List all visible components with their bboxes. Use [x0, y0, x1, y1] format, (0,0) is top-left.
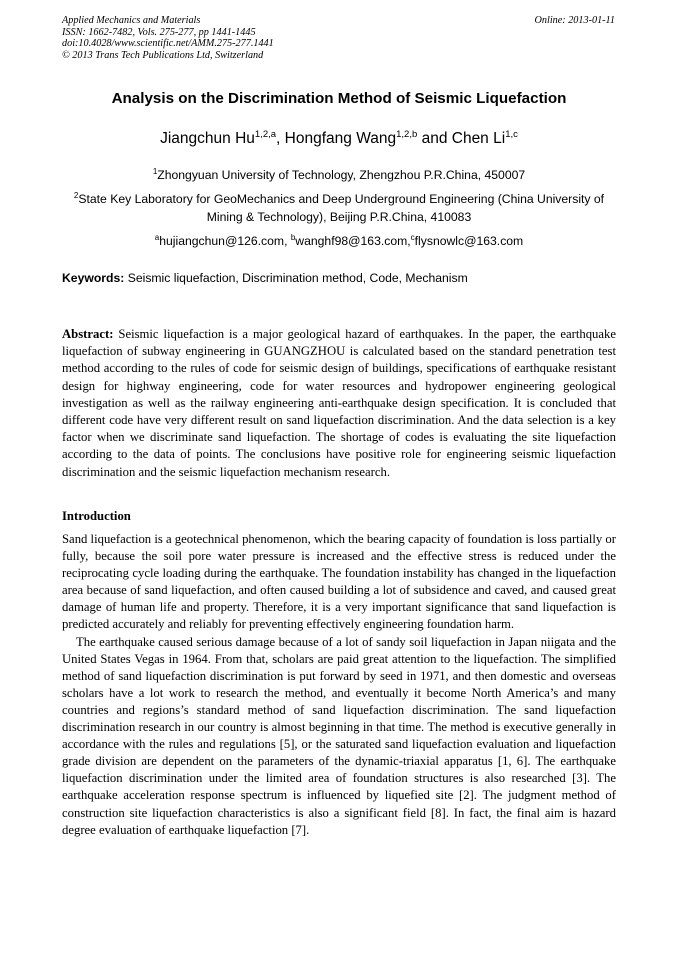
paper-title: Analysis on the Discrimination Method of Seismic Liquefaction	[111, 90, 567, 107]
affiliation-text: State Key Laboratory for GeoMechanics and Deep Underground Engineering (China University of Mining & Technology), Beijing P.R.China, 410083	[78, 192, 605, 224]
abstract	[62, 326, 616, 481]
affiliation-1	[60, 166, 618, 184]
copyright-line: © 2013 Trans Tech Publications Ltd, Switzerland	[62, 49, 264, 61]
email-mark: a	[154, 233, 160, 242]
keywords-text: Seismic liquefaction, Discrimination method, Code, Mechanism	[124, 271, 468, 285]
abstract-text: Seismic liquefaction is a major geological hazard of earthquakes. In the paper, the earthquake liquefaction of subway engineering in GUANGZHOU is calculated based on the standard penetration test method according to the rules of code for seismic design of buildings, specifications of earthquake resistant design for highway engineering, code for water resources and hydropower engineering geological investigation as well as the railway engineering anti-earthquake design specification. It is concluded that different code have very different result on sand liquefaction discrimination. And the data selection is a key factor when we discriminate sand liquefaction. The shortage of codes is evaluating the site liquefaction according to the data of points. The conclusions have positive role for engineering seismic liquefaction discrimination and the seismic liquefaction mechanism research.	[62, 327, 616, 479]
author-list	[40, 130, 638, 148]
affiliation-mark: 2	[73, 191, 79, 200]
issn-line: ISSN: 1662-7482, Vols. 275-277, pp 1441-1445	[62, 26, 256, 38]
affiliation-text: Zhongyuan University of Technology, Zhengzhou P.R.China, 450007	[157, 168, 526, 182]
introduction-body	[62, 531, 616, 839]
author-name: Hongfang Wang	[284, 130, 397, 147]
email-mark: b	[290, 233, 296, 242]
email-mark: c	[410, 233, 415, 242]
author-affiliation-mark: 1,2,b	[396, 129, 418, 140]
email-address[interactable]: flysnowlc@163.com	[414, 234, 524, 248]
author-affiliation-mark: 1,2,a	[254, 129, 277, 140]
online-date: Online: 2013-01-11	[534, 15, 615, 26]
section-heading-introduction: Introduction	[62, 509, 131, 523]
affiliation-2	[60, 190, 618, 226]
email-line	[60, 232, 618, 250]
paragraph: Sand liquefaction is a geotechnical phenomenon, which the bearing capacity of foundation is loss partially or fully, because the soil pore water pressure is increased and the effective stress is reduced under the reciprocating cycle loading during the earthquake. The foundation instability has changed in the liquefaction area because of sand liquefaction, and often caused building a lot of subsidence and caved, and caused great damage of human life and property. Therefore, it is a very important significance that sand liquefaction is predicted accurately and reliably for preventing effectively engineering foundation harm.	[62, 532, 616, 632]
author-name: Jiangchun Hu	[160, 130, 255, 147]
email-address[interactable]: hujiangchun@126.com,	[159, 234, 291, 248]
journal-name: Applied Mechanics and Materials	[62, 15, 201, 26]
journal-header	[62, 15, 462, 61]
author-separator: and	[417, 130, 452, 147]
author-affiliation-mark: 1,c	[505, 129, 518, 140]
doi-line[interactable]: doi:10.4028/www.scientific.net/AMM.275-277.1441	[62, 38, 274, 49]
email-address[interactable]: wanghf98@163.com,	[295, 234, 411, 248]
keywords	[62, 271, 618, 285]
author-separator: ,	[276, 130, 285, 147]
keywords-label: Keywords:	[62, 271, 125, 285]
abstract-label: Abstract:	[62, 327, 114, 341]
author-name: Chen Li	[451, 130, 506, 147]
affiliation-mark: 1	[152, 167, 158, 176]
paragraph: The earthquake caused serious damage because of a lot of sandy soil liquefaction in Japan niigata and the United States Vegas in 1964. From that, scholars are paid great attention to the liquefaction. The simplified method of sand liquefaction discrimination is put forward by seed in 1971, and then domestic and overseas scholars have a lot work to research the method, and eventually it become North America’s and many countries and regions’s standard method of sand liquefaction discrimination. The sand liquefaction discrimination research in our country is almost beginning in that time. The method is executive generally in accordance with the rules and regulations [5], or the saturated sand liquefaction evaluation and liquefaction grade division are dependent on the parameters of the dynamic-triaxial apparatus [1, 6]. The earthquake liquefaction discrimination under the limited area of foundation structures is also researched [3]. The earthquake acceleration response spectrum is influenced by liquefied site [2]. The judgment method of construction site liquefaction characteristics is also a significant field [8]. In fact, the final aim is hazard degree evaluation of earthquake liquefaction [7].	[62, 634, 616, 837]
